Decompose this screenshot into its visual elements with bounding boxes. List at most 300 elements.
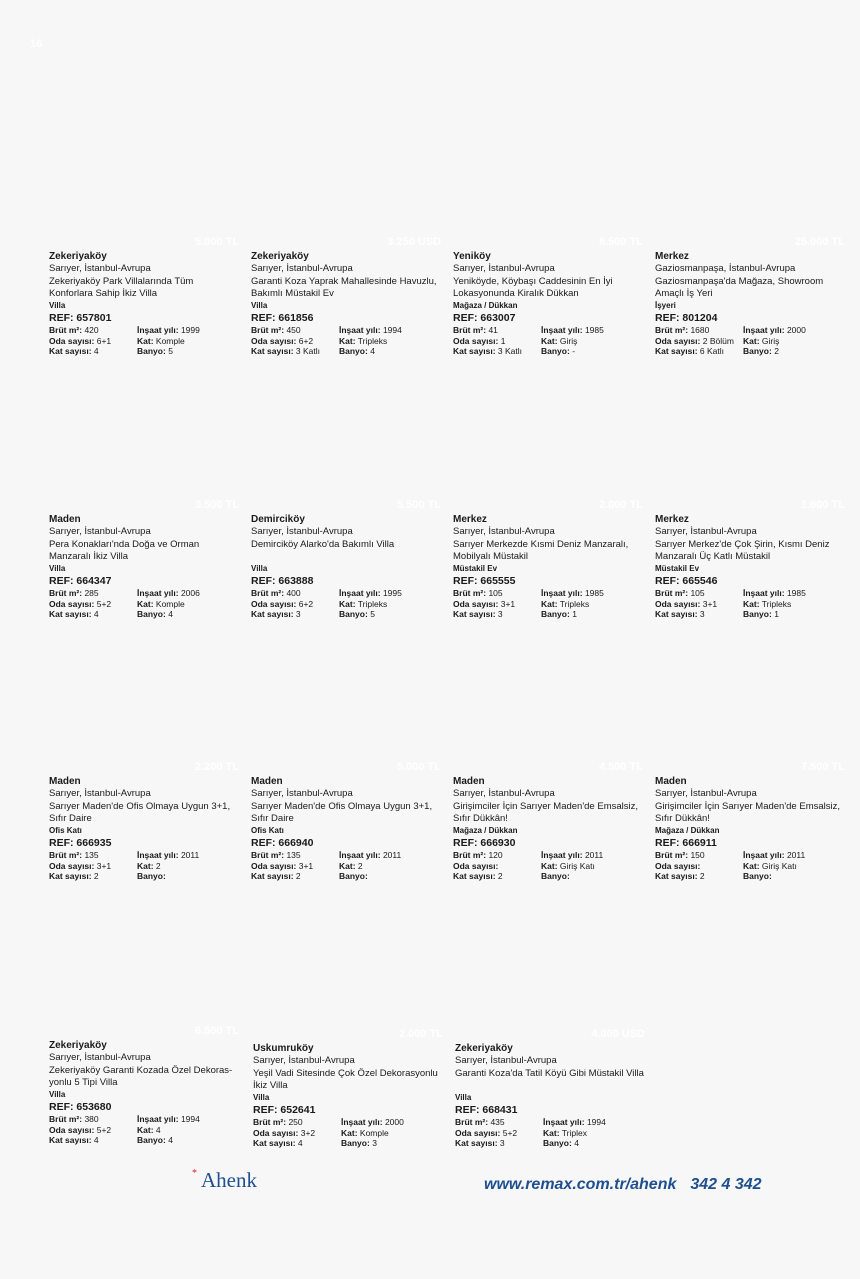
listing-type: İşyeri [655, 301, 676, 310]
spec-brut [251, 588, 339, 599]
listing-location: Sarıyer, İstanbul-Avrupa [453, 787, 555, 799]
spec-oda [453, 336, 541, 347]
listing-specs [49, 325, 239, 357]
listing-price: 2.200 TL [194, 761, 239, 773]
spec-katsayisi [453, 609, 541, 620]
spec-brut [251, 850, 339, 861]
listing-card[interactable] [453, 761, 643, 882]
listing-location: Sarıyer, İstanbul-Avrupa [655, 525, 757, 537]
listing-ref: REF: 657801 [49, 311, 112, 324]
spec-label: Banyo: [339, 609, 368, 619]
spec-katsayisi [251, 871, 339, 882]
listing-type: Villa [253, 1093, 270, 1102]
spec-label: Banyo: [137, 871, 166, 881]
listing-area: Maden [49, 776, 81, 787]
listing-card[interactable] [49, 761, 239, 882]
spec-kat [541, 599, 643, 610]
spec-insaat [541, 325, 643, 336]
spec-value: 4 [155, 1124, 161, 1135]
spec-value: 3 [499, 1138, 505, 1148]
spec-banyo [137, 1135, 239, 1146]
spec-label: Kat sayısı: [49, 871, 92, 881]
spec-label: Brüt m²: [655, 588, 689, 598]
spec-label: Kat sayısı: [655, 346, 698, 356]
spec-label: Banyo: [339, 346, 368, 356]
spec-kat [341, 1128, 443, 1139]
listing-area: Maden [655, 776, 687, 787]
brand-logo-text: Ahenk [201, 1168, 257, 1192]
spec-brut [655, 850, 743, 861]
spec-kat [137, 336, 239, 347]
listing-area: Merkez [655, 251, 689, 262]
listing-area: Zekeriyaköy [49, 251, 107, 262]
spec-oda [251, 599, 339, 610]
listing-ref: REF: 653680 [49, 1100, 112, 1113]
spec-banyo [339, 346, 441, 357]
spec-banyo [341, 1138, 443, 1149]
spec-label: Oda sayısı: [453, 598, 499, 609]
listing-specs [49, 850, 239, 882]
spec-value: 420 [84, 325, 99, 335]
spec-value: 41 [488, 325, 498, 335]
spec-value: 3+2 [300, 1127, 316, 1138]
spec-banyo [339, 871, 441, 882]
listing-area: Zekeriyaköy [251, 251, 309, 262]
spec-kat [743, 599, 845, 610]
spec-brut [49, 850, 137, 861]
spec-label: İnşaat yılı: [137, 588, 179, 598]
spec-label: Oda sayısı: [453, 860, 499, 871]
spec-value: 4 [93, 609, 99, 619]
spec-value: 5 [168, 346, 173, 356]
spec-katsayisi [49, 346, 137, 357]
spec-value: 1 [774, 609, 779, 619]
spec-kat [339, 861, 441, 872]
spec-label: Kat sayısı: [453, 346, 496, 356]
spec-label: İnşaat yılı: [137, 1114, 179, 1124]
spec-value: 1 [572, 609, 577, 619]
spec-value: 2 [295, 871, 301, 881]
spec-label: Brüt m²: [453, 850, 487, 860]
spec-value: Giriş Katı [761, 860, 797, 871]
spec-katsayisi [253, 1138, 341, 1149]
spec-value: 1999 [180, 325, 200, 335]
spec-brut [49, 588, 137, 599]
spec-katsayisi [49, 871, 137, 882]
listing-specs [49, 588, 239, 620]
listing-description: Zekeriyaköy Park Villalarında Tüm Konforlara Sahip İkiz Villa [49, 276, 194, 299]
listing-card[interactable] [453, 499, 643, 620]
spec-label: İnşaat yılı: [339, 325, 381, 335]
spec-label: Oda sayısı: [655, 860, 701, 871]
footer-contact[interactable] [484, 1176, 762, 1194]
spec-value: Tripleks [357, 598, 388, 609]
listing-type: Mağaza / Dükkan [655, 826, 720, 835]
listing-ref: REF: 666935 [49, 836, 112, 849]
spec-value: 3 Katlı [295, 346, 321, 356]
spec-banyo [543, 1138, 645, 1149]
listing-location: Sarıyer, İstanbul-Avrupa [253, 1054, 355, 1066]
spec-value: - [572, 346, 576, 356]
listing-specs [251, 325, 441, 357]
spec-value: 3 [372, 1138, 377, 1148]
listing-card[interactable] [453, 236, 643, 357]
spec-value: 2000 [384, 1117, 404, 1127]
spec-label: Kat: [743, 598, 760, 609]
spec-value: Tripleks [357, 335, 388, 346]
listing-price: 6.500 TL [194, 1025, 239, 1037]
listing-ref: REF: 666930 [453, 836, 516, 849]
spec-value: 1994 [382, 325, 402, 335]
spec-katsayisi [453, 346, 541, 357]
spec-value: 5+2 [502, 1127, 518, 1138]
spec-insaat [339, 588, 441, 599]
listing-location: Sarıyer, İstanbul-Avrupa [251, 262, 353, 274]
listing-type: Villa [49, 1090, 66, 1099]
spec-label: Kat sayısı: [455, 1138, 498, 1148]
spec-label: Oda sayısı: [251, 860, 297, 871]
listing-type: Mağaza / Dükkan [453, 826, 518, 835]
listing-price: 5.500 TL [396, 499, 441, 511]
spec-label: İnşaat yılı: [743, 325, 785, 335]
listing-area: Maden [453, 776, 485, 787]
spec-insaat [137, 1114, 239, 1125]
listing-type: Villa [49, 301, 66, 310]
spec-label: İnşaat yılı: [541, 325, 583, 335]
spec-value: 1994 [586, 1117, 606, 1127]
spec-label: Oda sayısı: [655, 598, 701, 609]
listing-specs [253, 1117, 443, 1149]
spec-label: İnşaat yılı: [543, 1117, 585, 1127]
listing-card[interactable] [655, 499, 845, 620]
spec-kat [541, 336, 643, 347]
spec-insaat [541, 850, 643, 861]
listing-area: Demirciköy [251, 514, 305, 525]
listing-price: 4.500 TL [598, 761, 643, 773]
website-link[interactable]: www.remax.com.tr/ahenk [484, 1176, 677, 1193]
spec-label: Brüt m²: [453, 325, 487, 335]
spec-label: Banyo: [541, 609, 570, 619]
spec-label: Kat: [339, 335, 356, 346]
listing-description: Yeşil Vadi Sitesinde Çok Özel Dekorasyonlu İkiz Villa [253, 1068, 438, 1091]
spec-label: İnşaat yılı: [341, 1117, 383, 1127]
spec-insaat [341, 1117, 443, 1128]
spec-label: Banyo: [743, 871, 772, 881]
spec-label: Banyo: [137, 346, 166, 356]
spec-banyo [137, 609, 239, 620]
spec-brut [453, 850, 541, 861]
spec-value: 2 [497, 871, 503, 881]
spec-label: Kat: [743, 860, 760, 871]
spec-value: 3 Katlı [497, 346, 523, 356]
spec-value: Tripleks [559, 598, 590, 609]
listing-location: Sarıyer, İstanbul-Avrupa [251, 525, 353, 537]
spec-value: 3 [295, 609, 301, 619]
spec-value: 2011 [786, 850, 806, 860]
listing-ref: REF: 652641 [253, 1103, 316, 1116]
spec-label: Kat sayısı: [251, 609, 294, 619]
listing-description: Sarıyer Merkezde Kısmi Deniz Manzaralı, Mobilyalı Müstakil [453, 539, 629, 562]
spec-banyo [541, 609, 643, 620]
spec-value: 4 [93, 1135, 99, 1145]
spec-value: 3+1 [702, 598, 718, 609]
spec-value: 6 Katlı [699, 346, 725, 356]
spec-label: Banyo: [743, 346, 772, 356]
spec-kat [137, 599, 239, 610]
spec-banyo [743, 609, 845, 620]
spec-label: Brüt m²: [49, 850, 83, 860]
spec-value: 5 [370, 609, 375, 619]
listing-description: Gaziosmanpaşa'da Mağaza, Showroom Amaçlı İş Yeri [655, 276, 824, 299]
spec-oda [251, 336, 339, 347]
spec-label: İnşaat yılı: [541, 588, 583, 598]
spec-label: Oda sayısı: [49, 598, 95, 609]
spec-value: 2011 [180, 850, 200, 860]
listing-card[interactable] [253, 1028, 443, 1149]
spec-value: 5+2 [96, 1124, 112, 1135]
listing-description: Girişimciler İçin Sarıyer Maden'de Emsalsiz, Sıfır Dükkân! [453, 801, 638, 824]
spec-value: 4 [168, 609, 173, 619]
listing-location: Sarıyer, İstanbul-Avrupa [49, 262, 151, 274]
listing-description: Yeniköyde, Köybaşı Caddesinin En İyi Lokasyonunda Kiralık Dükkan [453, 276, 613, 299]
listing-type: Müstakil Ev [655, 564, 700, 573]
spec-banyo [541, 871, 643, 882]
spec-katsayisi [251, 609, 339, 620]
spec-value: 6+2 [298, 598, 314, 609]
spec-value: 135 [84, 850, 99, 860]
spec-value: Giriş [559, 335, 578, 346]
spec-brut [251, 325, 339, 336]
listing-card[interactable] [655, 236, 845, 357]
listing-type: Villa [455, 1093, 472, 1102]
brand-logo [192, 1168, 257, 1193]
spec-value: 4 [370, 346, 375, 356]
spec-insaat [743, 325, 845, 336]
listing-description: Garanti Koza'da Tatil Köyü Gibi Müstakil Villa [455, 1068, 644, 1079]
spec-label: Kat sayısı: [655, 871, 698, 881]
listing-price: 8.500 TL [598, 236, 643, 248]
listing-ref: REF: 665555 [453, 574, 516, 587]
spec-value: 4 [93, 346, 99, 356]
listing-price: 1.600 TL [800, 499, 845, 511]
listing-area: Merkez [453, 514, 487, 525]
spec-label: Kat sayısı: [655, 609, 698, 619]
spec-label: Kat: [541, 335, 558, 346]
spec-brut [655, 588, 743, 599]
spec-insaat [137, 588, 239, 599]
spec-value: 105 [690, 588, 705, 598]
listing-ref: REF: 664347 [49, 574, 112, 587]
listing-ref: REF: 668431 [455, 1103, 518, 1116]
listing-type: Villa [251, 301, 268, 310]
listing-specs [453, 325, 643, 357]
spec-insaat [743, 588, 845, 599]
spec-oda [455, 1128, 543, 1139]
spec-label: Oda sayısı: [253, 1127, 299, 1138]
listing-price: 3.250 USD [387, 236, 441, 248]
spec-oda [49, 336, 137, 347]
spec-label: Banyo: [543, 1138, 572, 1148]
spec-oda [453, 599, 541, 610]
spec-insaat [743, 850, 845, 861]
listing-specs [455, 1117, 645, 1149]
star-icon: * [192, 1168, 197, 1179]
spec-value: 105 [488, 588, 503, 598]
spec-value: 285 [84, 588, 99, 598]
listing-area: Merkez [655, 514, 689, 525]
spec-value: 4 [574, 1138, 579, 1148]
listing-specs [251, 850, 441, 882]
spec-brut [453, 588, 541, 599]
spec-value: Komple [359, 1127, 389, 1138]
spec-banyo [743, 346, 845, 357]
phone-number: 342 4 342 [690, 1176, 762, 1193]
spec-value: 2 [93, 871, 99, 881]
spec-brut [455, 1117, 543, 1128]
spec-value: Komple [155, 335, 185, 346]
spec-label: Kat: [743, 335, 760, 346]
listing-location: Sarıyer, İstanbul-Avrupa [453, 525, 555, 537]
spec-value: 1985 [584, 588, 604, 598]
listing-specs [655, 850, 845, 882]
listing-area: Zekeriyaköy [455, 1043, 513, 1054]
listing-ref: REF: 666911 [655, 836, 717, 849]
listing-location: Sarıyer, İstanbul-Avrupa [655, 787, 757, 799]
listing-card[interactable] [49, 1025, 239, 1146]
spec-oda [49, 1125, 137, 1136]
listing-description: Pera Konakları'nda Doğa ve Orman Manzaralı İkiz Villa [49, 539, 200, 562]
spec-value: 150 [690, 850, 705, 860]
spec-label: Kat sayısı: [453, 871, 496, 881]
page-number: 16 [30, 38, 43, 50]
listing-area: Maden [49, 514, 81, 525]
spec-label: Brüt m²: [655, 850, 689, 860]
spec-label: Kat sayısı: [49, 1135, 92, 1145]
spec-label: Kat sayısı: [253, 1138, 296, 1148]
spec-label: Oda sayısı: [49, 860, 95, 871]
listing-card[interactable] [49, 499, 239, 620]
spec-banyo [339, 609, 441, 620]
spec-label: Kat sayısı: [49, 346, 92, 356]
spec-katsayisi [655, 346, 743, 357]
spec-katsayisi [49, 1135, 137, 1146]
spec-banyo [137, 871, 239, 882]
spec-value: Giriş Katı [559, 860, 595, 871]
spec-label: İnşaat yılı: [743, 850, 785, 860]
listing-type: Müstakil Ev [453, 564, 498, 573]
spec-insaat [541, 588, 643, 599]
spec-kat [137, 1125, 239, 1136]
listing-price: 3.500 TL [194, 499, 239, 511]
listing-price: 25.000 TL [794, 236, 845, 248]
spec-value: 1 [500, 335, 506, 346]
spec-insaat [543, 1117, 645, 1128]
spec-label: Kat: [137, 598, 154, 609]
listing-ref: REF: 801204 [655, 311, 718, 324]
spec-label: Brüt m²: [253, 1117, 287, 1127]
spec-kat [543, 1128, 645, 1139]
spec-label: Banyo: [339, 871, 368, 881]
listing-area: Yeniköy [453, 251, 491, 262]
listing-price: 2.000 TL [398, 1028, 443, 1040]
spec-value: 135 [286, 850, 301, 860]
spec-insaat [137, 325, 239, 336]
spec-katsayisi [453, 871, 541, 882]
listing-specs [251, 588, 441, 620]
spec-insaat [137, 850, 239, 861]
spec-label: Kat: [137, 860, 154, 871]
spec-label: Kat: [543, 1127, 560, 1138]
listing-specs [655, 588, 845, 620]
listing-area: Zekeriyaköy [49, 1040, 107, 1051]
spec-label: Kat: [541, 598, 558, 609]
spec-value: 450 [286, 325, 301, 335]
listing-type: Villa [251, 564, 268, 573]
spec-value: 1680 [690, 325, 710, 335]
spec-oda [655, 861, 743, 872]
listing-card[interactable] [251, 499, 441, 620]
listing-type: Ofis Katı [49, 826, 82, 835]
spec-label: Banyo: [137, 1135, 166, 1145]
spec-value: 2 [155, 860, 161, 871]
listing-ref: REF: 665546 [655, 574, 718, 587]
listing-price: 7.500 TL [800, 761, 845, 773]
listing-specs [453, 850, 643, 882]
spec-label: Kat sayısı: [49, 609, 92, 619]
listing-ref: REF: 666940 [251, 836, 314, 849]
spec-label: Kat sayısı: [251, 871, 294, 881]
listing-card[interactable] [251, 236, 441, 357]
listing-specs [49, 1114, 239, 1146]
listing-price: 2.000 TL [598, 499, 643, 511]
listing-type: Mağaza / Dükkan [453, 301, 518, 310]
spec-value: 2 Bölüm [702, 335, 734, 346]
listing-description: Sarıyer Maden'de Ofis Olmaya Uygun 3+1, Sıfır Daire [251, 801, 433, 824]
listing-card[interactable] [655, 761, 845, 882]
spec-value: 435 [490, 1117, 505, 1127]
spec-label: Banyo: [341, 1138, 370, 1148]
spec-value: 3+1 [500, 598, 516, 609]
listing-location: Sarıyer, İstanbul-Avrupa [455, 1054, 557, 1066]
spec-label: İnşaat yılı: [541, 850, 583, 860]
listing-card[interactable] [455, 1028, 645, 1149]
spec-label: Oda sayısı: [251, 335, 297, 346]
spec-value: 1985 [584, 325, 604, 335]
spec-kat [137, 861, 239, 872]
listing-description: Zekeriyaköy Garanti Kozada Özel Dekoras-yonlu 5 Tipi Villa [49, 1065, 233, 1088]
spec-label: Kat: [137, 1124, 154, 1135]
spec-value: 2000 [786, 325, 806, 335]
listing-card[interactable] [251, 761, 441, 882]
listing-description: Demirciköy Alarko'da Bakımlı Villa [251, 539, 395, 550]
spec-brut [49, 1114, 137, 1125]
spec-value: 400 [286, 588, 301, 598]
listing-description: Sarıyer Maden'de Ofis Olmaya Uygun 3+1, Sıfır Daire [49, 801, 231, 824]
spec-label: Brüt m²: [49, 588, 83, 598]
spec-value: 2 [699, 871, 705, 881]
spec-oda [655, 599, 743, 610]
listing-ref: REF: 663888 [251, 574, 314, 587]
spec-value: Giriş [761, 335, 780, 346]
spec-value: Komple [155, 598, 185, 609]
spec-label: Oda sayısı: [49, 1124, 95, 1135]
spec-label: İnşaat yılı: [137, 325, 179, 335]
spec-banyo [137, 346, 239, 357]
listing-card[interactable] [49, 236, 239, 357]
spec-value: 120 [488, 850, 503, 860]
spec-label: Brüt m²: [455, 1117, 489, 1127]
spec-value: 6+2 [298, 335, 314, 346]
